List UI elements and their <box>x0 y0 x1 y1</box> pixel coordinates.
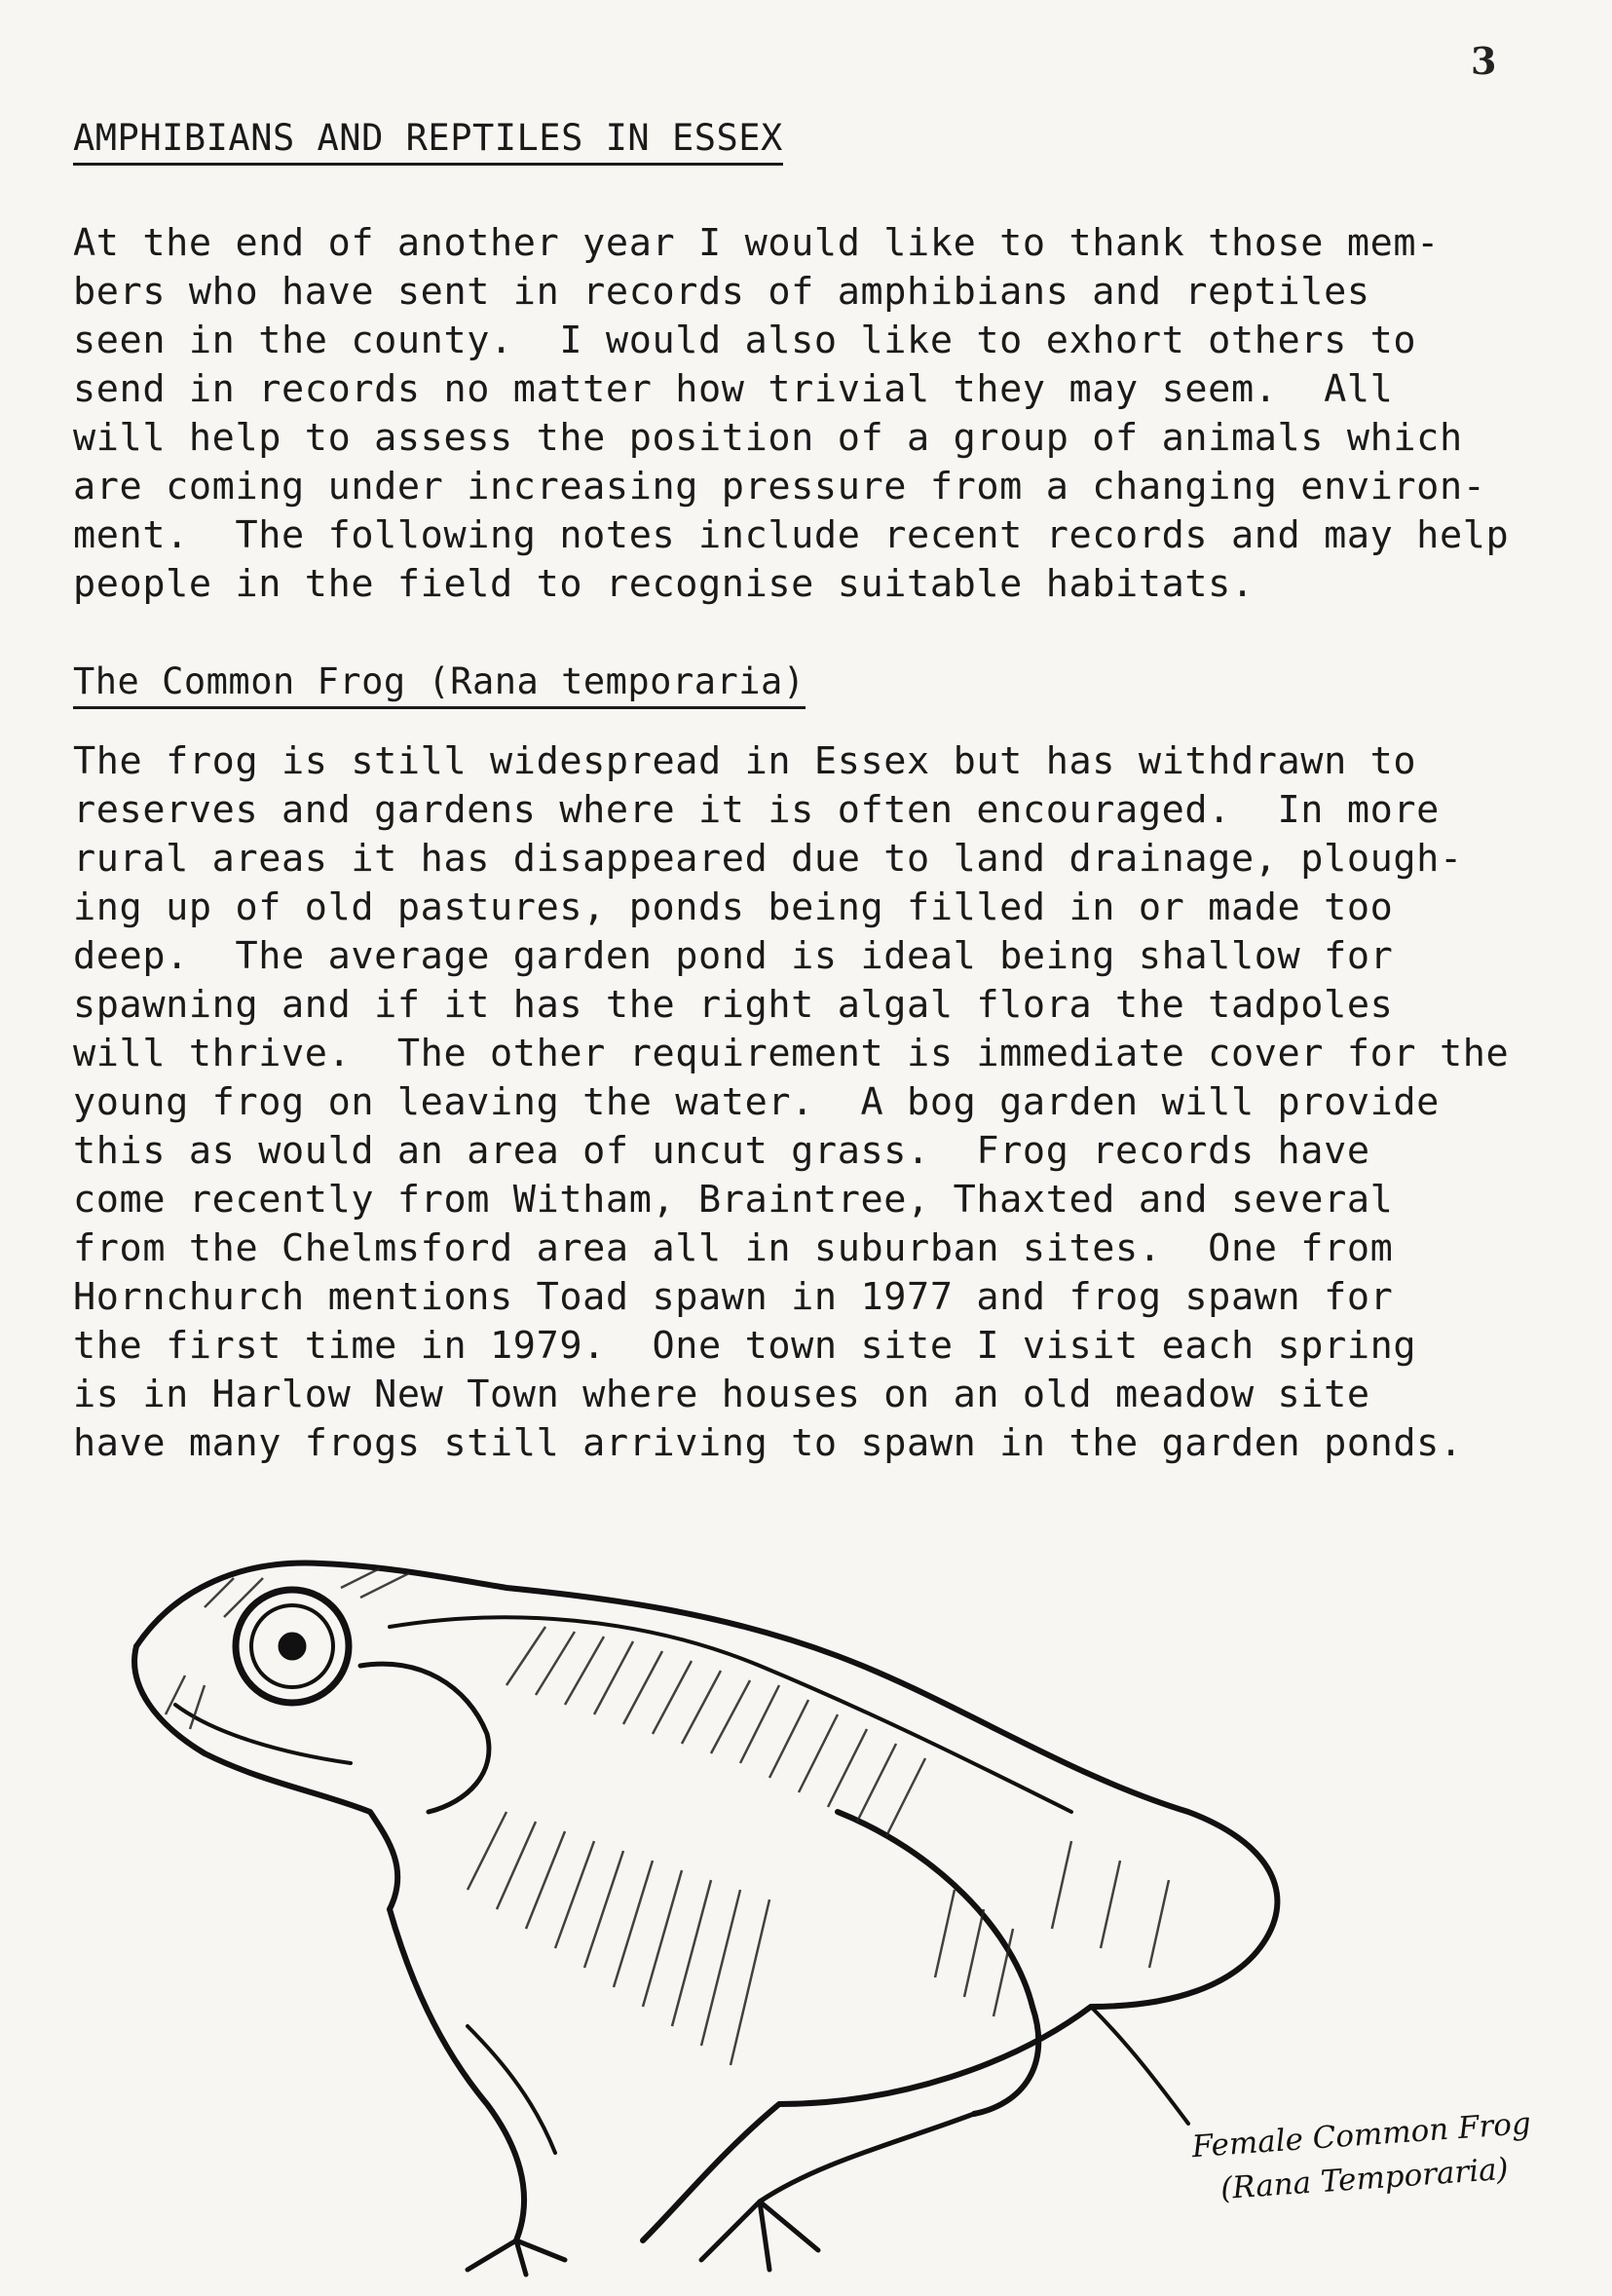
paragraph-line: bers who have sent in records of amphibians and reptiles <box>73 270 1370 314</box>
section-heading: The Common Frog (Rana temporaria) <box>73 660 806 709</box>
caption-line: (Rana Temporaria) <box>1218 2151 1510 2207</box>
paragraph-line: is in Harlow New Town where houses on an old meadow site <box>73 1373 1370 1416</box>
paragraph-line: seen in the county. I would also like to exhort others to <box>73 319 1417 362</box>
paragraph-line: people in the field to recognise suitable habitats. <box>73 562 1255 606</box>
paragraph-line: deep. The average garden pond is ideal being shallow for <box>73 934 1394 978</box>
paragraph-line: from the Chelmsford area all in suburban sites. One from <box>73 1226 1394 1270</box>
paragraph-line: spawning and if it has the right algal flora the tadpoles <box>73 983 1394 1027</box>
paragraph-line: will thrive. The other requirement is immediate cover for the <box>73 1032 1510 1075</box>
paragraph-line: are coming under increasing pressure from a changing environ- <box>73 465 1486 508</box>
paragraph-line: ment. The following notes include recent records and may help <box>73 513 1510 557</box>
paragraph-line: have many frogs still arriving to spawn in the garden ponds. <box>73 1421 1463 1465</box>
frog-paragraph <box>73 737 1593 1468</box>
paragraph-line: rural areas it has disappeared due to land drainage, plough- <box>73 837 1463 881</box>
paragraph-line: At the end of another year I would like to thank those mem- <box>73 221 1440 265</box>
paragraph-line: reserves and gardens where it is often encouraged. In more <box>73 788 1440 832</box>
article-heading: AMPHIBIANS AND REPTILES IN ESSEX <box>73 117 783 166</box>
paragraph-line: young frog on leaving the water. A bog garden will provide <box>73 1080 1440 1124</box>
page-number: 3 <box>1471 39 1497 83</box>
paragraph-line: The frog is still widespread in Essex but has withdrawn to <box>73 739 1417 783</box>
paragraph-line: ing up of old pastures, ponds being filled in or made too <box>73 885 1394 929</box>
paragraph-line: will help to assess the position of a group of animals which <box>73 416 1463 460</box>
paragraph-line: come recently from Witham, Braintree, Thaxted and several <box>73 1178 1394 1222</box>
caption-line: Female Common Frog <box>1190 2105 1532 2165</box>
paragraph-line: send in records no matter how trivial they may seem. All <box>73 367 1394 411</box>
intro-paragraph <box>73 219 1593 609</box>
paragraph-line: this as would an area of uncut grass. Frog records have <box>73 1129 1370 1173</box>
paragraph-line: Hornchurch mentions Toad spawn in 1977 and frog spawn for <box>73 1275 1394 1319</box>
paragraph-line: the first time in 1979. One town site I visit each spring <box>73 1324 1417 1368</box>
frog-illustration <box>97 1520 1383 2279</box>
